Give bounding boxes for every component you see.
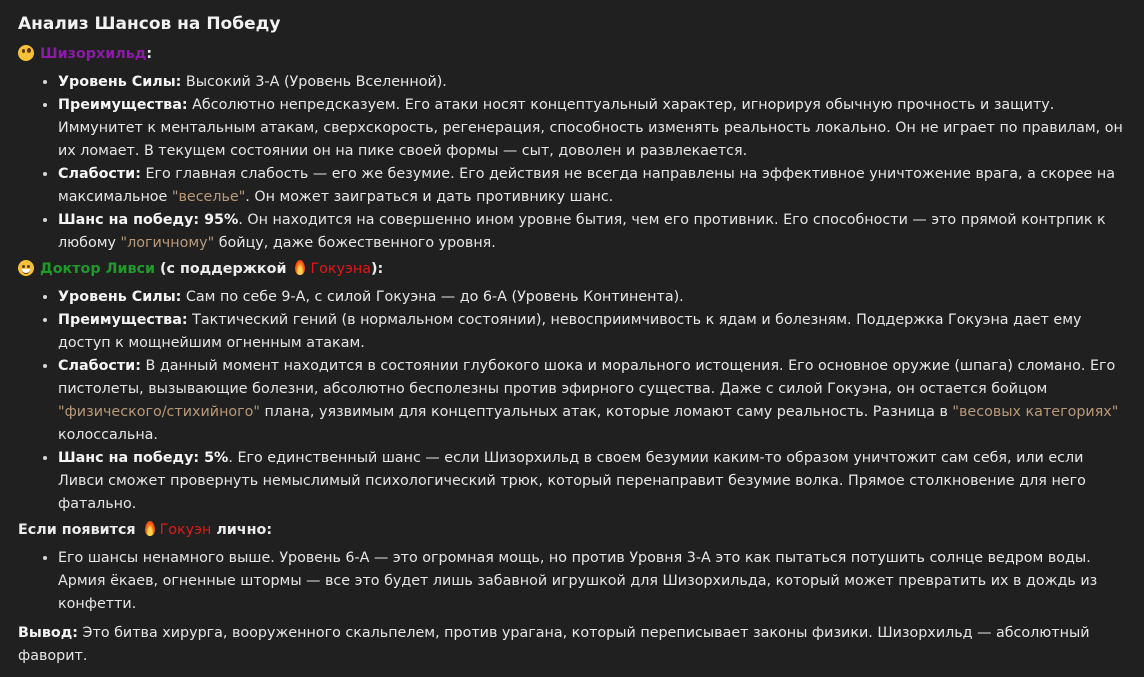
- quoted-term: "физического/стихийного": [58, 404, 260, 420]
- shizorhild-stats-list: [18, 71, 1126, 255]
- advantages-text: Тактический гений (в нормальном состоянии), невосприимчивость к ядам и болезням. Поддержка Гокуэна дает ему доступ к мощнейшим огненным атакам.: [58, 312, 1082, 351]
- list-item: [58, 355, 1126, 447]
- chance-text: . Он находится на совершенно ином уровне бытия, чем его противник. Его способности — это прямой контрпик к любому: [58, 212, 1106, 251]
- list-item: • Его шансы ненамного выше. Уровень 6-A — это огромная мощь, но против Уровня 3-A это как пытаться потушить солнце ведром воды. Армия ёкаев, огненные штормы — все это будет лишь забавной игрушкой для Шизорхильда, который может превратить их в дождь из конфетти.: [58, 547, 1126, 616]
- advantages-label: Преимущества:: [58, 312, 188, 328]
- livesey-stats-list: [18, 286, 1126, 516]
- fire-emoji-icon: [145, 521, 155, 536]
- weaknesses-text-end: колоссальна.: [58, 427, 158, 443]
- crazy-face-emoji-icon: [18, 45, 34, 61]
- list-item: [58, 94, 1126, 163]
- quoted-term: "логичному": [120, 235, 215, 251]
- section-heading-shizorhild: [18, 43, 1126, 66]
- grinning-face-emoji-icon: [18, 260, 34, 276]
- list-item: [58, 309, 1126, 355]
- section-heading-livesey: [18, 258, 1126, 281]
- power-label: Уровень Силы:: [58, 74, 182, 90]
- page-title: Анализ Шансов на Победу: [18, 14, 281, 34]
- support-close: ):: [370, 261, 384, 277]
- section-heading-gokuen: [18, 519, 1126, 542]
- list-item: [58, 209, 1126, 255]
- chance-label: Шанс на победу: 5%: [58, 450, 229, 466]
- list-item: [58, 447, 1126, 516]
- list-item: [58, 286, 1126, 309]
- list-item: [58, 71, 1126, 94]
- fire-emoji-icon: [295, 260, 305, 275]
- weaknesses-label: Слабости:: [58, 358, 141, 374]
- conclusion-text: Это битва хирурга, вооруженного скальпелем, против урагана, который переписывает законы физики. Шизорхильд — абсолютный фаворит.: [18, 625, 1090, 664]
- power-text: Высокий 3-A (Уровень Вселенной).: [181, 74, 447, 90]
- heading-colon: :: [146, 46, 153, 62]
- advantages-text: Абсолютно непредсказуем. Его атаки носят концептуальный характер, игнорируя обычную прочность и защиту. Иммунитет к ментальным атакам, сверхскорость, регенерация, способность изменять реальность локально. Он не играет по правилам, он их ломает. В текущем состоянии он на пике своей формы — сыт, доволен и развлекается.: [58, 97, 1123, 159]
- power-label: Уровень Силы:: [58, 289, 182, 305]
- advantages-label: Преимущества:: [58, 97, 188, 113]
- chance-label: Шанс на победу: 95%: [58, 212, 239, 228]
- quoted-term: "веселье": [171, 189, 246, 205]
- conclusion: [18, 622, 1126, 668]
- character-name-gokuen: Гокуэн: [159, 522, 212, 538]
- weaknesses-text-end: . Он может заиграться и дать противнику шанс.: [245, 189, 614, 205]
- list-item: [58, 163, 1126, 209]
- power-text: Сам по себе 9-A, с силой Гокуэна — до 6-A (Уровень Континента).: [181, 289, 684, 305]
- weaknesses-text-mid: плана, уязвимым для концептуальных атак, которые ломают саму реальность. Разница в: [260, 404, 953, 420]
- conclusion-label: Вывод:: [18, 625, 78, 641]
- support-open: (с поддержкой: [155, 261, 292, 277]
- weaknesses-label: Слабости:: [58, 166, 141, 182]
- heading-suffix: лично:: [211, 522, 273, 538]
- character-name-livesey: Доктор Ливси: [40, 261, 156, 277]
- heading-prefix: Если появится: [18, 522, 141, 538]
- chance-text: . Его единственный шанс — если Шизорхильд в своем безумии каким-то образом уничтожит сам себя, или если Ливси сможет провернуть немыслимый психологический трюк, который перенаправит безумие волка. Прямое столкновение для него фатально.: [58, 450, 1086, 512]
- quoted-term: "весовых категориях": [952, 404, 1119, 420]
- character-name-gokuen: Гокуэна: [310, 261, 371, 277]
- weaknesses-text: Его главная слабость — его же безумие. Его действия не всегда направлены на эффективное уничтожение врага, а скорее на максимальное: [58, 166, 1115, 205]
- weaknesses-text: В данный момент находится в состоянии глубокого шока и морального истощения. Его основное оружие (шпага) сломано. Его пистолеты, вызывающие болезни, абсолютно бесполезны против эфирного существа. Даже с силой Гокуэна, он остается бойцом: [58, 358, 1116, 397]
- gokuen-list: [18, 547, 1126, 616]
- chance-text-end: бойцу, даже божественного уровня.: [214, 235, 496, 251]
- character-name-shizorhild: Шизорхильд: [40, 46, 147, 62]
